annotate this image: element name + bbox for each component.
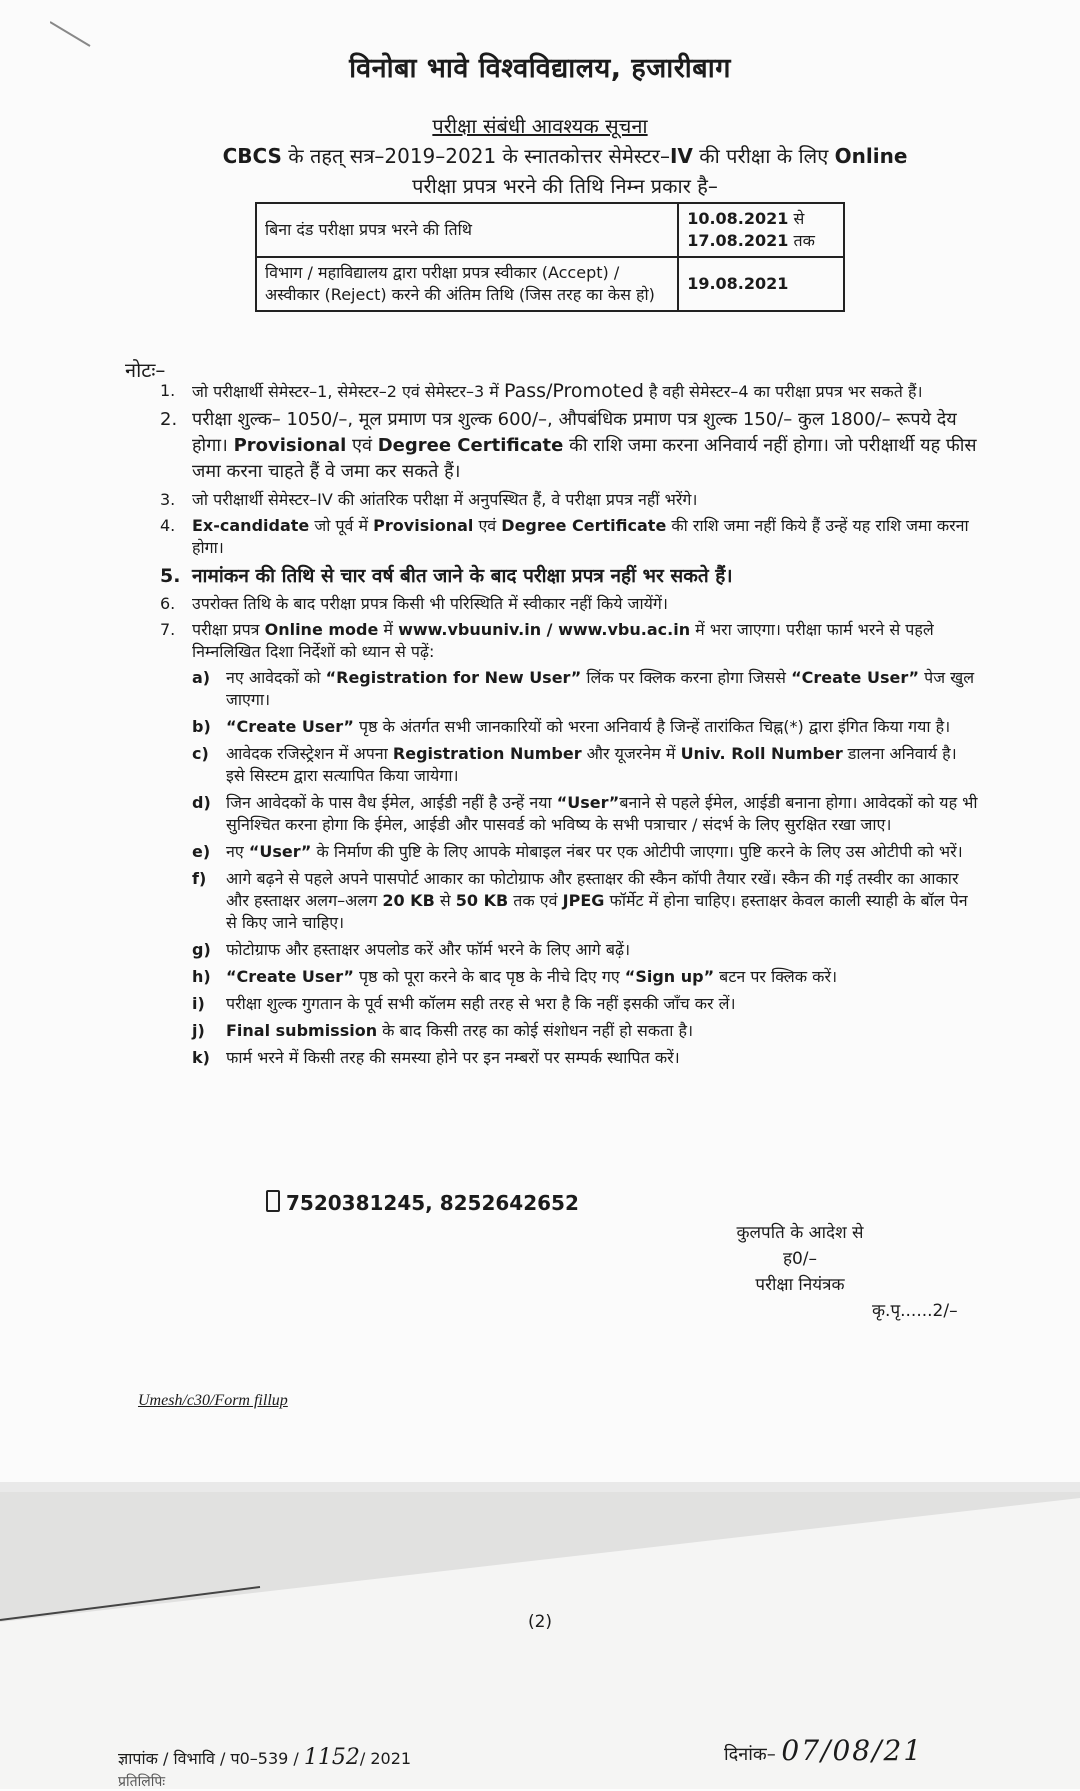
list-item: 2. परीक्षा शुल्क– 1050/–, मूल प्रमाण पत्र शुल्क 600/–, औपबंधिक प्रमाण पत्र शुल्क 150/– कुल 1800/– रूपये देय होगा। Provisional एवं Degree Certificate की राशि जमा करना अनिवार्य नहीं होगा। जो परीक्षार्थी यह फीस जमा करना चाहते हैं वे जमा कर सकते हैं। xyxy=(160,409,977,482)
list-item: 6. उपरोक्त तिथि के बाद परीक्षा प्रपत्र किसी भी परिस्थिति में स्वीकार नहीं किये जायेंगें। xyxy=(160,594,668,613)
page-turn-note: कृ.पृ......2/– xyxy=(872,1301,958,1321)
table-cell: 10.08.2021 से 17.08.2021 तक xyxy=(678,203,844,257)
list-item: a) नए आवेदकों को “Registration for New User” लिंक पर क्लिक करना होगा जिससे “Create User” पेज खुल जाएगा। xyxy=(192,668,975,709)
file-reference: Umesh/c30/Form fillup xyxy=(138,1392,288,1409)
phone-icon xyxy=(266,1190,280,1212)
memo-date: दिनांक– 07/08/21 xyxy=(724,1734,924,1767)
table-cell: 19.08.2021 xyxy=(678,257,844,311)
list-item: 1. जो परीक्षार्थी सेमेस्टर–1, सेमेस्टर–2 एवं सेमेस्टर–3 में Pass/Promoted है वही सेमेस्टर–4 का परीक्षा प्रपत्र भर सकते हैं। xyxy=(160,380,923,402)
list-item: b) “Create User” पृष्ठ के अंतर्गत सभी जानकारियों को भरना अनिवार्य है जिन्हें तारांकित चिह्न(*) द्वारा इंगित किया गया है। xyxy=(192,717,951,736)
notice-subtitle: परीक्षा संबंधी आवश्यक सूचना xyxy=(432,114,648,138)
table-row xyxy=(256,203,844,257)
order-line: कुलपति के आदेश से xyxy=(736,1223,864,1243)
signature-block xyxy=(700,1220,900,1298)
list-item: 5. नामांकन की तिथि से चार वर्ष बीत जाने के बाद परीक्षा प्रपत्र नहीं भर सकते हैं। xyxy=(160,565,733,587)
copy-to-label: प्रतिलिपिः xyxy=(118,1774,166,1790)
signed-line: ह0/– xyxy=(782,1249,818,1269)
corner-mark xyxy=(50,20,100,50)
dates-table xyxy=(255,202,845,312)
handwritten-date: 07/08/21 xyxy=(781,1734,924,1767)
list-item: 4. Ex-candidate जो पूर्व में Provisional एवं Degree Certificate की राशि जमा नहीं किये हैं उन्हें यह राशि जमा करना होगा। xyxy=(160,516,969,557)
notes-list xyxy=(160,380,980,1074)
list-item: d) जिन आवेदकों के पास वैध ईमेल, आईडी नहीं है उन्हें नया “User”बनाने से पहले ईमेल, आईडी बनाना होगा। आवेदकों को यह भी सुनिश्चित करना होगा कि ईमेल, आईडी और पासवर्ड को भविष्य के सभी पत्राचार / संदर्भ के लिए सुरक्षित रखा जाए। xyxy=(192,793,978,834)
handwritten-number: 1152 xyxy=(303,1745,360,1770)
list-item: c) आवेदक रजिस्ट्रेशन में अपना Registration Number और यूजरनेम में Univ. Roll Number डालना अनिवार्य है। इसे सिस्टम द्वारा सत्यापित किया जायेगा। xyxy=(192,744,957,785)
page-fold-shadow xyxy=(0,1492,1080,1632)
list-item: g) फोटोग्राफ और हस्ताक्षर अपलोड करें और फॉर्म भरने के लिए आगे बढ़ें। xyxy=(192,940,631,959)
university-title: विनोबा भावे विश्वविद्यालय, हजारीबाग xyxy=(349,53,731,84)
memo-reference: ज्ञापांक / विभावि / प0–539 / 1152/ 2021 xyxy=(118,1745,412,1770)
list-item: k) फार्म भरने में किसी तरह की समस्या होने पर इन नम्बरों पर सम्पर्क स्थापित करें। xyxy=(192,1048,680,1067)
contact-numbers: 7520381245, 8252642652 xyxy=(266,1190,579,1215)
list-item: 3. जो परीक्षार्थी सेमेस्टर–IV की आंतरिक परीक्षा में अनुपस्थित हैं, वे परीक्षा प्रपत्र नहीं भरेंगे। xyxy=(160,490,698,509)
table-cell: विभाग / महाविद्यालय द्वारा परीक्षा प्रपत्र स्वीकार (Accept) / अस्वीकार (Reject) करने की अंतिम तिथि (जिस तरह का केस हो) xyxy=(256,257,678,311)
page-separator xyxy=(0,1482,1080,1492)
table-row xyxy=(256,257,844,311)
list-item: j) Final submission के बाद किसी तरह का कोई संशोधन नहीं हो सकता है। xyxy=(192,1021,694,1040)
list-item: 7. परीक्षा प्रपत्र Online mode में www.vbuuniv.in / www.vbu.ac.in में भरा जाएगा। परीक्षा फार्म भरने से पहले निम्नलिखित दिशा निर्देशों को ध्यान से पढ़ें: a) नए आवेदकों को “Registration for New User” लिंक पर क्लिक करना होगा जिससे “Create User” पेज खुल जाएगा। b) “Create User” पृष्ठ के अंतर्गत सभी जानकारियों को भरना अनिवार्य है जिन्हें तारांकित चिह्न(*) द्वारा इंगित किया गया है। c) आवेदक रजिस्ट्रेशन में अपना Registration Number और यूजरनेम में Univ. Roll Number डालना अनिवार्य है। इसे सिस्टम द्वारा सत्यापित किया जायेगा। d) जिन आवेदकों के पास वैध ईमेल, आईडी नहीं है उन्हें नया “User”बनाने से पहले ईमेल, आईडी बनाना होगा। आवेदकों को यह भी सुनिश्चित करना होगा कि ईमेल, आईडी और पासवर्ड को भविष्य के सभी पत्राचार / संदर्भ के लिए सुरक्षित रखा जाए। e) नए “User” के निर्माण की पुष्टि के लिए आपके मोबाइल नंबर पर एक ओटीपी जाएगा। पुष्टि करने के लिए उस ओटीपी को भरें। f) आगे बढ़ने से पहले अपने पासपोर्ट आकार का फोटोग्राफ और हस्ताक्षर की स्कैन कॉपी तैयार रखें। स्कैन की गई तस्वीर का आकार और हस्ताक्षर अलग–अलग 20 KB से 50 KB तक एवं JPEG फॉर्मेट में होना चाहिए। हस्ताक्षर केवल काली स्याही के बॉल पेन से किए जाने चाहिए। g) फोटोग्राफ और हस्ताक्षर अपलोड करें और फॉर्म भरने के लिए आगे बढ़ें। h) “Create User” पृष्ठ को पूरा करने के बाद पृष्ठ के नीचे दिए गए “Sign up” बटन पर क्लिक करें। i) परीक्षा शुल्क गुगतान के पूर्व सभी कॉलम सही तरह से भरा है कि नहीं इसकी जाँच कर लें। j) Final submission के बाद किसी तरह का कोई संशोधन नहीं हो सकता है। k) फार्म भरने में किसी तरह की समस्या होने पर इन नम्बरों पर सम्पर्क स्थापित करें। xyxy=(160,619,980,1069)
notice-intro: CBCS के तहत् सत्र–2019–2021 के स्नातकोत्तर सेमेस्टर–IV की परीक्षा के लिए Online परीक्षा प्रपत्र भरने की तिथि निम्न प्रकार है– xyxy=(222,144,908,198)
list-item: i) परीक्षा शुल्क गुगतान के पूर्व सभी कॉलम सही तरह से भरा है कि नहीं इसकी जाँच कर लें। xyxy=(192,994,736,1013)
notes-heading: नोटः– xyxy=(125,358,166,382)
page-number: (2) xyxy=(527,1612,553,1632)
table-cell: बिना दंड परीक्षा प्रपत्र भरने की तिथि xyxy=(256,203,678,257)
controller-title: परीक्षा नियंत्रक xyxy=(755,1275,845,1295)
guidelines-list xyxy=(192,667,980,1069)
list-item: e) नए “User” के निर्माण की पुष्टि के लिए आपके मोबाइल नंबर पर एक ओटीपी जाएगा। पुष्टि करने के लिए उस ओटीपी को भरें। xyxy=(192,842,963,861)
list-item: f) आगे बढ़ने से पहले अपने पासपोर्ट आकार का फोटोग्राफ और हस्ताक्षर की स्कैन कॉपी तैयार रखें। स्कैन की गई तस्वीर का आकार और हस्ताक्षर अलग–अलग 20 KB से 50 KB तक एवं JPEG फॉर्मेट में होना चाहिए। हस्ताक्षर केवल काली स्याही के बॉल पेन से किए जाने चाहिए। xyxy=(192,869,968,932)
list-item: h) “Create User” पृष्ठ को पूरा करने के बाद पृष्ठ के नीचे दिए गए “Sign up” बटन पर क्लिक करें। xyxy=(192,967,838,986)
